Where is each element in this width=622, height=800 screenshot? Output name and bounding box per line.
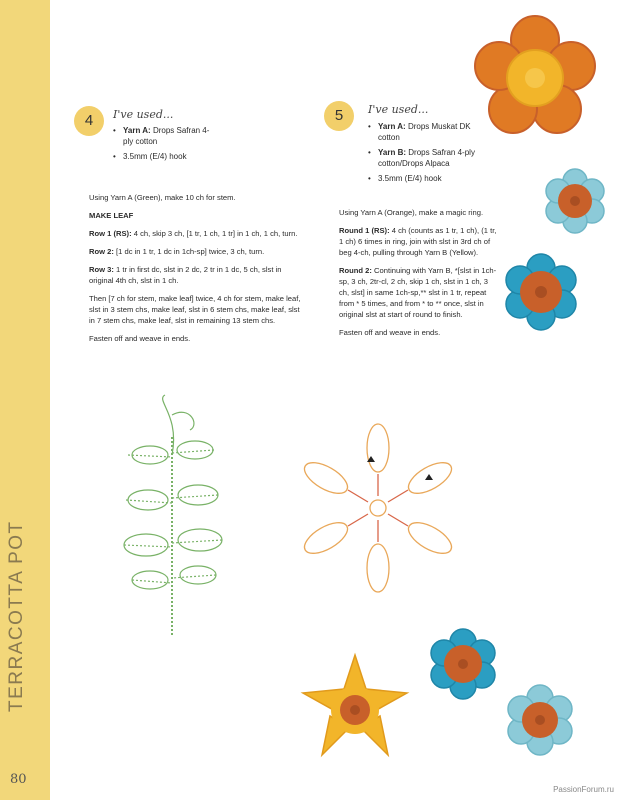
pattern-5-materials bbox=[368, 121, 478, 188]
yellow-star-flower-photo bbox=[298, 652, 413, 767]
leaf-chart bbox=[110, 395, 230, 640]
pattern-4-materials bbox=[113, 125, 213, 166]
round-instruction: Round 1 (RS): 4 ch (counts as 1 tr, 1 ch), (1 tr, 1 ch) 6 times in ring, join with slst in 3rd ch of beg 4-ch, pulling through Yarn B (Yellow). bbox=[339, 226, 497, 257]
section-heading: MAKE LEAF bbox=[89, 211, 134, 220]
round-instruction: Round 2: Continuing with Yarn B, *[slst in 1ch-sp, 3 ch, 2tr-cl, 2 ch, skip 1 ch, slst in 1 ch, 3 ch, slst] in same 1ch-sp,** slst in 1 tr, repeat from * 5 times, and from * to ** once, slst in original slst at start of round to finish. bbox=[339, 266, 497, 319]
orange-flower-photo bbox=[470, 15, 600, 140]
pattern-4-badge: 4 bbox=[74, 106, 104, 136]
pattern-4-used-title: I've used... bbox=[113, 108, 174, 121]
light-blue-flower-photo-small bbox=[502, 684, 578, 756]
intro-text: Using Yarn A (Orange), make a magic ring. bbox=[339, 208, 484, 217]
teal-flower-photo-small bbox=[424, 628, 502, 700]
pattern-5-used-title: I've used... bbox=[368, 103, 429, 116]
chapter-title: TERRACOTTA POT bbox=[6, 520, 27, 712]
finish-text: Fasten off and weave in ends. bbox=[89, 334, 191, 343]
material-item: • Yarn A: Drops Muskat DK cotton bbox=[368, 121, 478, 143]
row-instruction: Row 2: [1 dc in 1 tr, 1 dc in 1ch-sp] twice, 3 ch, turn. bbox=[89, 247, 265, 256]
row-instruction: Row 1 (RS): 4 ch, skip 3 ch, [1 tr, 1 ch, 1 tr] in 1 ch, 1 ch, turn. bbox=[89, 229, 298, 238]
flower-chart bbox=[290, 420, 465, 600]
material-item: • 3.5mm (E/4) hook bbox=[368, 173, 478, 184]
teal-flower-photo bbox=[500, 252, 582, 332]
finish-text: Fasten off and weave in ends. bbox=[339, 328, 441, 337]
pattern-5-instructions bbox=[339, 207, 499, 345]
material-item: • Yarn B: Drops Safran 4-ply cotton/Drops Alpaca bbox=[368, 147, 478, 169]
material-item: • 3.5mm (E/4) hook bbox=[113, 151, 213, 162]
light-blue-flower-photo bbox=[540, 168, 610, 234]
continuation-text: Then [7 ch for stem, make leaf] twice, 4 ch for stem, make leaf, slst in 3 stem chs, make leaf, slst in 6 stem chs, make leaf, slst in 7 stem chs, make leaf, slst in remaining 13 stem chs. bbox=[89, 294, 301, 325]
watermark: PassionForum.ru bbox=[553, 785, 614, 794]
intro-text: Using Yarn A (Green), make 10 ch for stem. bbox=[89, 193, 236, 202]
row-instruction: Row 3: 1 tr in first dc, slst in 2 dc, 2 tr in 1 dc, 5 ch, slst in original 4th ch, slst in 1 ch. bbox=[89, 265, 282, 285]
page-number: 80 bbox=[10, 772, 27, 787]
pattern-4-instructions bbox=[89, 192, 304, 351]
pattern-5-badge: 5 bbox=[324, 101, 354, 131]
material-item: • Yarn A: Drops Safran 4-ply cotton bbox=[113, 125, 213, 147]
